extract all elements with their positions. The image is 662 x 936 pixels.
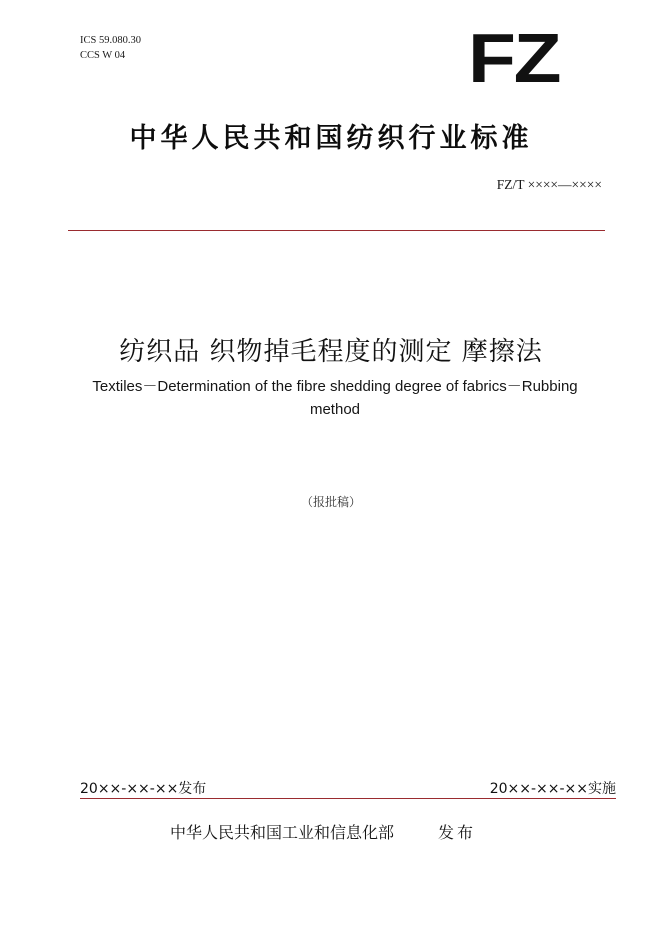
issuer-name: 中华人民共和国工业和信息化部 [170,823,395,842]
ccs-code: CCS W 04 [80,50,126,61]
standard-category-title: 中华人民共和国纺织行业标准 [129,123,533,154]
document-title-english: Textiles－Determination of the fibre shedding degree of fabrics－Rubbing method [92,378,578,418]
implementation-date: 20××-××-××实施 [489,781,616,797]
issuer-row [170,820,476,843]
ics-code: ICS 59.080.30 [80,35,141,46]
document-title-chinese: 纺织品 织物掉毛程度的测定 摩擦法 [119,337,543,367]
issue-date: 20××-××-××发布 [80,781,207,797]
fz-logo: FZ [468,19,560,97]
bottom-divider [80,798,616,799]
top-divider [68,230,605,231]
draft-status-note: （报批稿） [300,495,361,509]
standard-number: FZ/T ××××—×××× [496,177,602,192]
classification-codes [80,33,141,63]
issuer-verb: 发布 [438,823,477,842]
